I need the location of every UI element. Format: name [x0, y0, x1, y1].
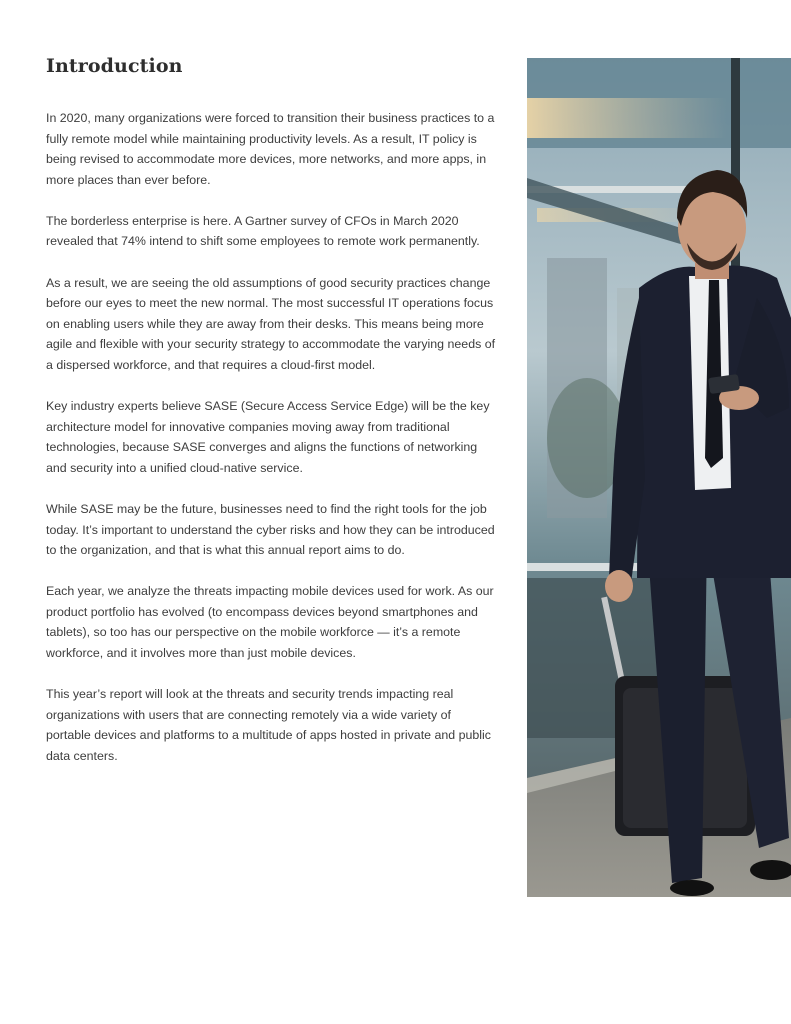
body-text — [46, 108, 496, 787]
paragraph-4: Key industry experts believe SASE (Secure Access Service Edge) will be the key architecture model for innovative companies moving away from traditional technologies, because SASE converges and aligns the functions of networking and security into a unified cloud-native service. — [46, 399, 490, 475]
paragraph-5: While SASE may be the future, businesses need to find the right tools for the job today. It’s important to understand the cyber risks and how they can be introduced to the organization, and that is what this annual report aims to do. — [46, 501, 495, 558]
paragraph-3: As a result, we are seeing the old assumptions of good security practices change before our eyes to meet the new normal. The most successful IT operations focus on enabling users while they are away from their desks. This means being more agile and flexible with your security strategy to accommodate the varying needs of a dispersed workforce, and that requires a cloud-first model. — [46, 275, 496, 372]
paragraph-6: Each year, we analyze the threats impacting mobile devices used for work. As our product portfolio has evolved (to encompass devices beyond smartphones and tablets), so too has our perspective on the mobile workforce — it’s a remote workforce, and it involves more than just mobile devices. — [46, 584, 494, 660]
businessman-photo — [527, 58, 791, 897]
paragraph-1: In 2020, many organizations were forced to transition their business practices to a fully remote model while maintaining productivity levels. As a result, IT policy is being revised to accommodate more devices, more networks, and more apps, in more places than ever before. — [46, 111, 495, 187]
businessman-with-suitcase-icon — [527, 58, 791, 897]
paragraph-7: This year’s report will look at the threats and security trends impacting real organizations with users that are connecting remotely via a wide variety of portable devices and platforms to a multitude of apps hosted in private and public data centers. — [46, 687, 491, 763]
paragraph-2: The borderless enterprise is here. A Gartner survey of CFOs in March 2020 revealed that 74% intend to shift some employees to remote work permanently. — [46, 213, 480, 249]
page-title: Introduction — [46, 55, 183, 77]
